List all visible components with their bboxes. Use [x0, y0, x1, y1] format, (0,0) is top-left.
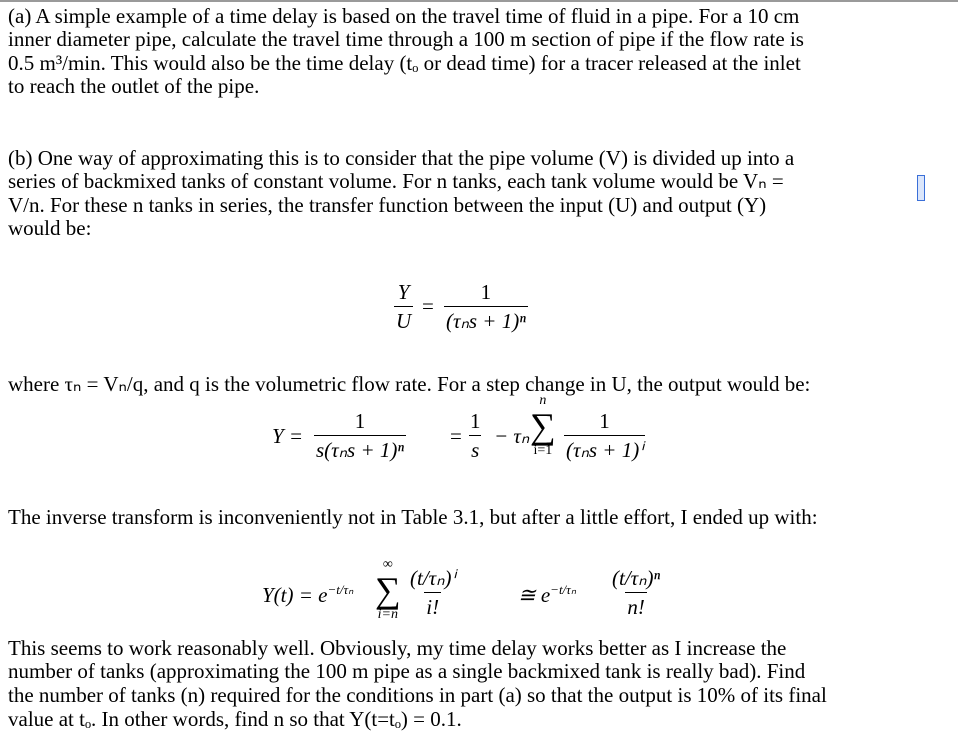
minus-tau: − τₙ [494, 424, 530, 448]
exponent: −t/τₙ [327, 582, 354, 597]
text-line: would be: [8, 216, 92, 240]
fraction-y-over-u [394, 280, 413, 333]
denominator: s(τₙs + 1)ⁿ [314, 435, 406, 462]
where-line: where τₙ = Vₙ/q, and q is the volumetric flow rate. For a step change in U, the output would be: [8, 372, 811, 396]
sum-upper-limit: ∞ [382, 557, 393, 572]
fraction-rhs [444, 280, 528, 333]
sigma-symbol: ∑ [375, 570, 401, 610]
summation [375, 558, 401, 622]
numerator: 1 [354, 409, 366, 433]
lhs [262, 582, 353, 608]
denominator: (τₙs + 1)ⁱ [564, 435, 645, 462]
sum-lower-limit: i=n [377, 607, 398, 622]
text-line: inner diameter pipe, calculate the travel time through a 100 m section of pipe if the flow rate is [8, 27, 804, 51]
text-line: number of tanks (approximating the 100 m pipe as a single backmixed tank is really bad). Find [8, 659, 806, 683]
fraction-2 [468, 409, 483, 462]
text-cursor [917, 175, 925, 201]
fraction-2 [610, 566, 662, 619]
text-line: 0.5 m³/min. This would also be the time delay (tₒ or dead time) for a tracer released at the inlet [8, 51, 801, 75]
text-line: V/n. For these n tanks in series, the transfer function between the input (U) and output (Y) [8, 193, 767, 217]
fraction-1 [408, 566, 457, 619]
text-line: series of backmixed tanks of constant volume. For n tanks, each tank volume would be Vₙ = [8, 169, 784, 193]
exponent: −t/τₙ [550, 582, 577, 597]
equals-sign: = [450, 424, 462, 448]
sum-upper-limit: n [539, 393, 547, 408]
numerator: 1 [599, 409, 610, 433]
denominator: n! [625, 592, 647, 619]
numerator: (t/τₙ)ⁿ [612, 566, 661, 590]
equals-sign: = [422, 294, 434, 318]
lhs-text: Y(t) = e [262, 583, 328, 607]
fraction-1 [314, 409, 406, 462]
numerator: 1 [480, 280, 492, 304]
text-line: value at tₒ. In other words, find n so that Y(t=tₒ) = 0.1. [8, 707, 462, 731]
text-line: the number of tanks (n) required for the conditions in part (a) so that the output is 10% of its final [8, 683, 827, 707]
y-equals: Y = [272, 424, 304, 448]
numerator: Y [397, 280, 410, 304]
denominator: (τₙs + 1)ⁿ [444, 306, 528, 333]
sigma-symbol: ∑ [530, 406, 556, 446]
text-line: (a) A simple example of a time delay is based on the travel time of fluid in a pipe. For a 10 cm [8, 4, 800, 28]
numerator: (t/τₙ)ⁱ [410, 566, 456, 590]
text-line: to reach the outlet of the pipe. [8, 74, 260, 98]
numerator: 1 [470, 409, 481, 433]
text-line: This seems to work reasonably well. Obviously, my time delay works better as I increase the [8, 636, 787, 660]
page-top-border [0, 0, 958, 2]
fraction-3 [564, 409, 645, 462]
denominator: s [469, 435, 481, 462]
text-line: (b) One way of approximating this is to consider that the pipe volume (V) is divided up into a [8, 146, 795, 170]
approx-term [518, 582, 576, 608]
denominator: U [394, 306, 413, 333]
sum-lower-limit: i=1 [533, 443, 553, 458]
inverse-line: The inverse transform is inconveniently not in Table 3.1, but after a little effort, I ended up with: [8, 505, 818, 529]
summation [530, 394, 556, 458]
denominator: i! [424, 592, 441, 619]
approx-text: ≅ e [518, 583, 551, 607]
